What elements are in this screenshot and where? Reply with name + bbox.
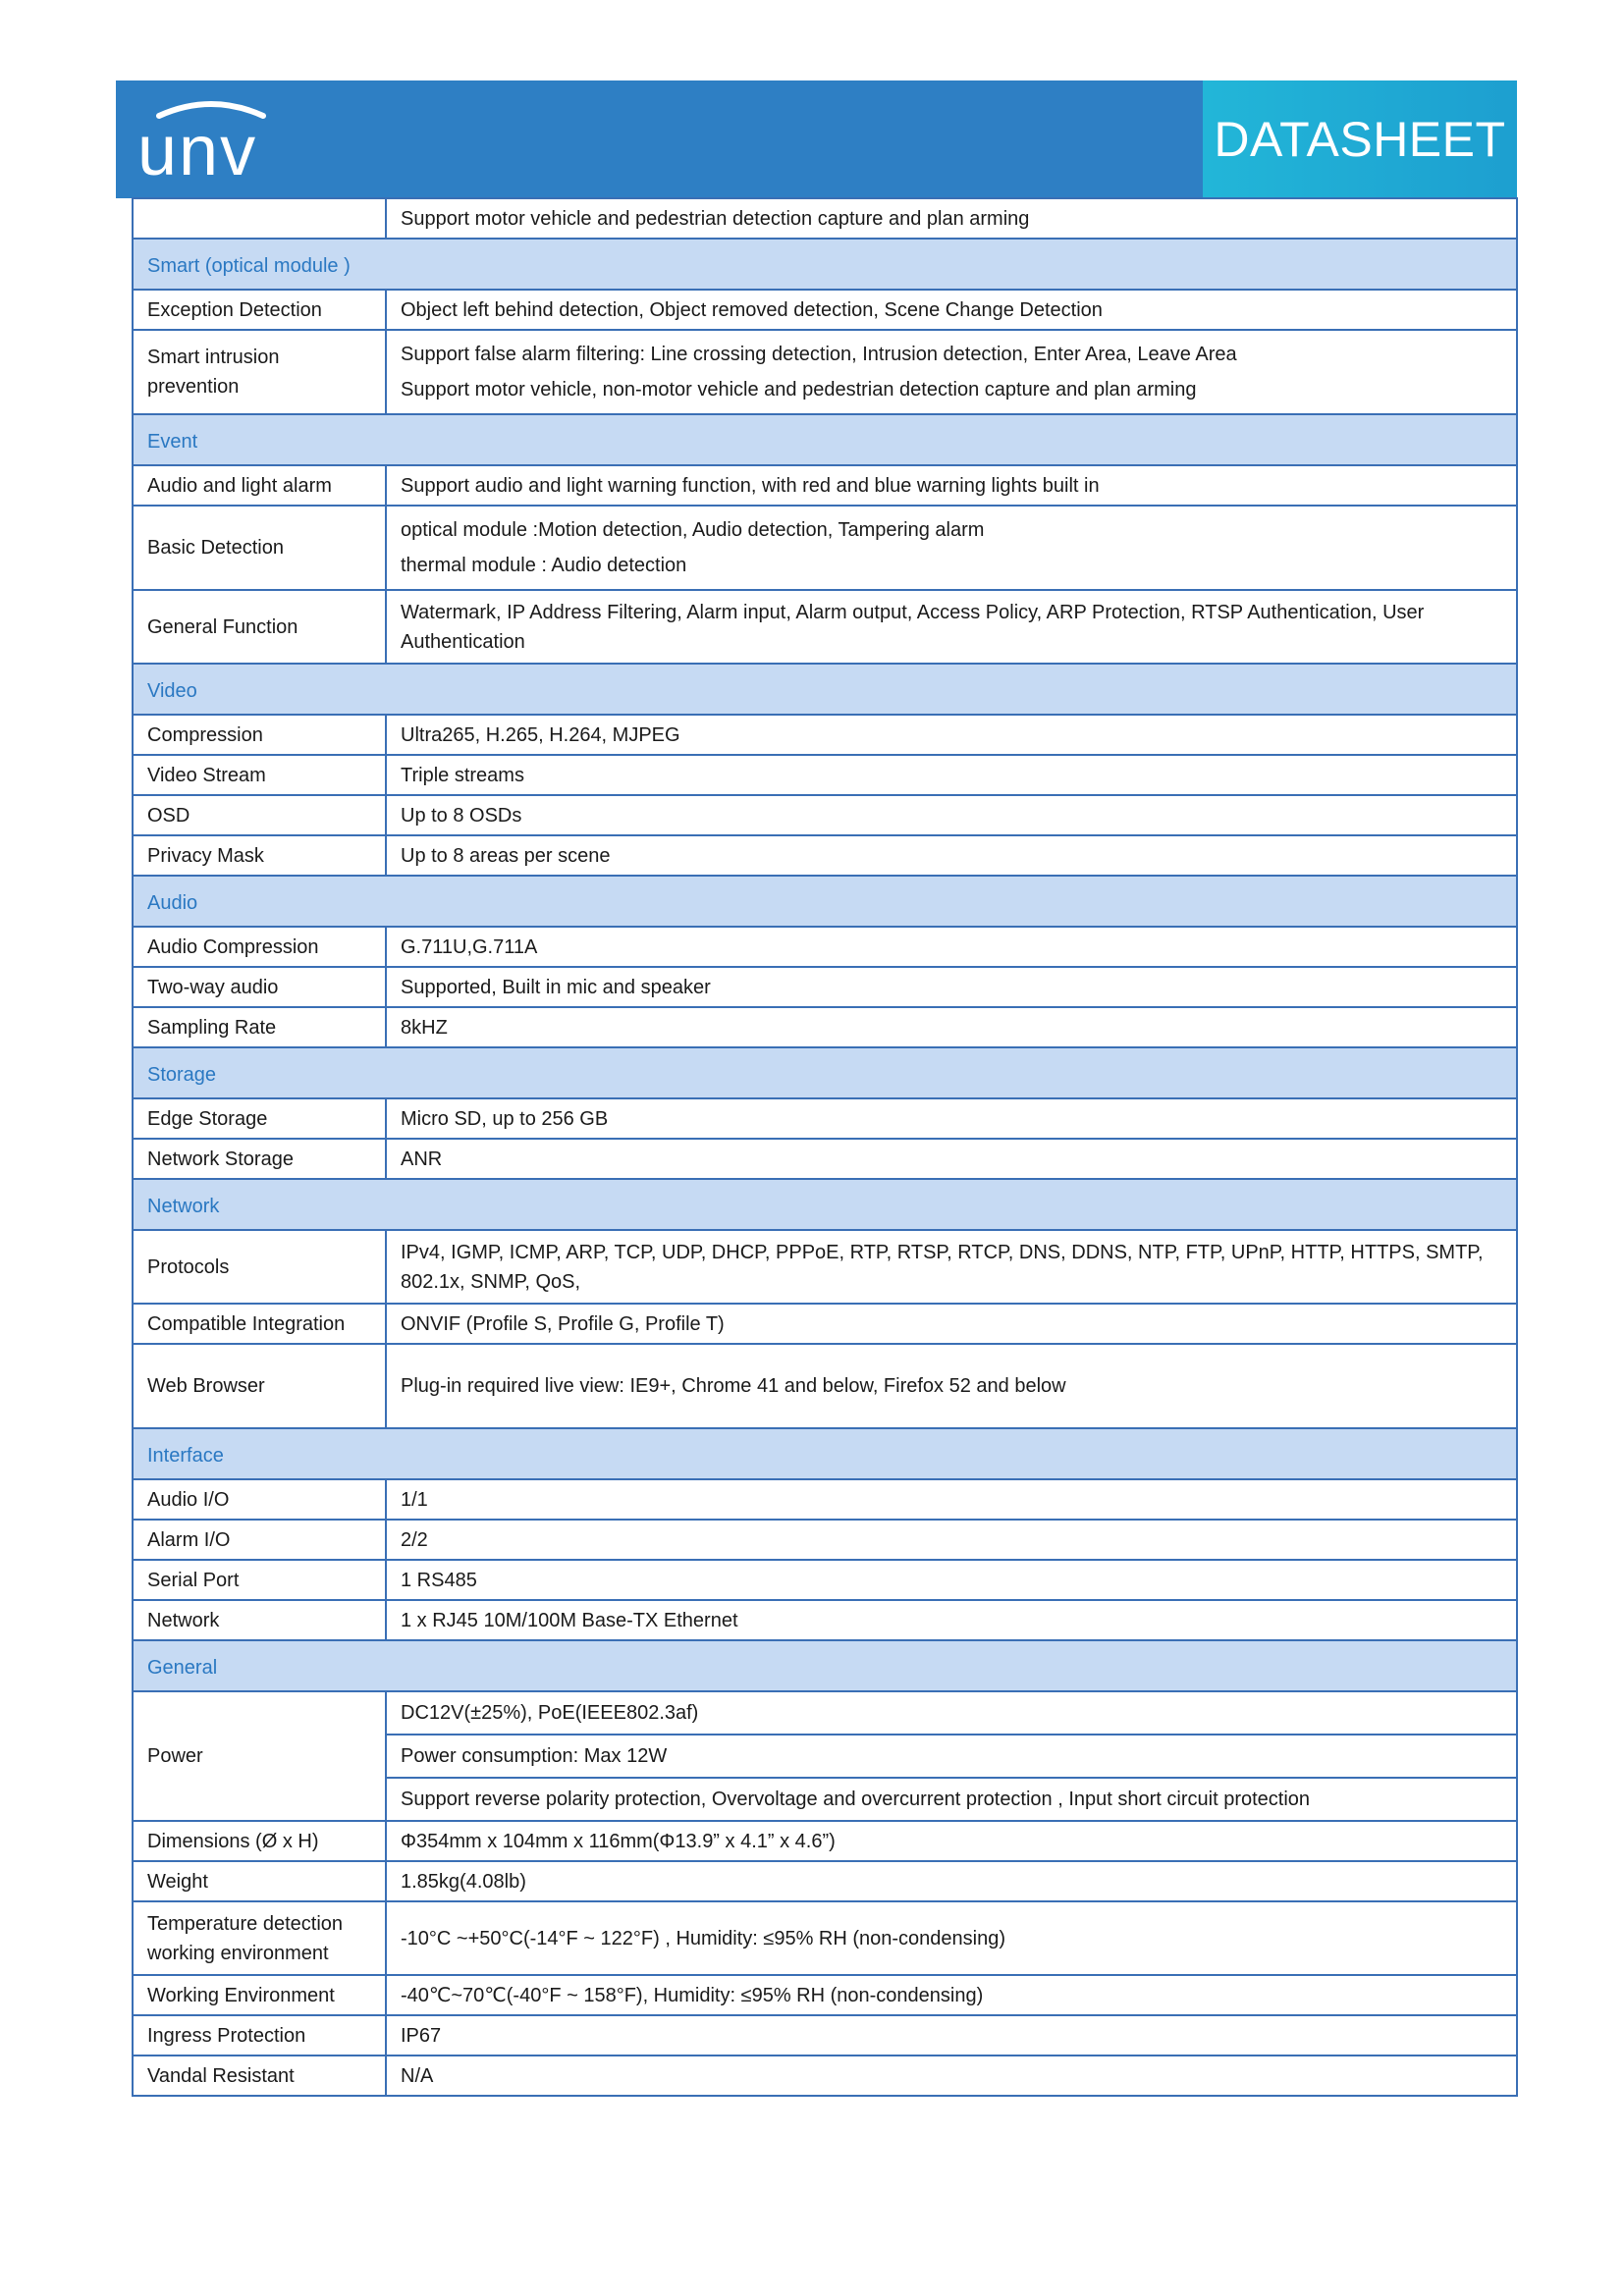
spec-value-line: DC12V(±25%), PoE(IEEE802.3af) [387, 1692, 1516, 1735]
section-title: Network [133, 1179, 1517, 1230]
spec-label: Ingress Protection [133, 2015, 386, 2056]
table-row [133, 835, 1517, 876]
page-header [116, 80, 1517, 198]
section-header-storage [133, 1047, 1517, 1098]
table-row [133, 1007, 1517, 1047]
spec-value: 2/2 [386, 1520, 1517, 1560]
table-row [133, 2015, 1517, 2056]
section-title: Event [133, 414, 1517, 465]
table-row [133, 1560, 1517, 1600]
spec-label: Temperature detection working environment [133, 1901, 386, 1975]
spec-value: -10°C ~+50°C(-14°F ~ 122°F) , Humidity: ≤95% RH (non-condensing) [386, 1901, 1517, 1975]
spec-value: 1.85kg(4.08lb) [386, 1861, 1517, 1901]
spec-value: Support motor vehicle and pedestrian detection capture and plan arming [386, 198, 1517, 239]
spec-value: ONVIF (Profile S, Profile G, Profile T) [386, 1304, 1517, 1344]
section-title: General [133, 1640, 1517, 1691]
spec-label: Network Storage [133, 1139, 386, 1179]
table-row [133, 1304, 1517, 1344]
spec-value-line: thermal module : Audio detection [401, 555, 687, 576]
section-title: Interface [133, 1428, 1517, 1479]
table-row [133, 1901, 1517, 1975]
spec-value: Object left behind detection, Object removed detection, Scene Change Detection [386, 290, 1517, 330]
table-row [133, 927, 1517, 967]
spec-label: Alarm I/O [133, 1520, 386, 1560]
unv-logo [137, 98, 295, 187]
spec-value-line: Support false alarm filtering: Line crossing detection, Intrusion detection, Enter Area, Leave Area [401, 344, 1237, 365]
spec-value: Φ354mm x 104mm x 116mm(Φ13.9” x 4.1” x 4.6”) [386, 1821, 1517, 1861]
table-row [133, 1139, 1517, 1179]
spec-label: Privacy Mask [133, 835, 386, 876]
spec-value: G.711U,G.711A [386, 927, 1517, 967]
section-header-event [133, 414, 1517, 465]
spec-label: Protocols [133, 1230, 386, 1304]
spec-label: Basic Detection [133, 506, 386, 590]
section-header-interface [133, 1428, 1517, 1479]
spec-label: Compression [133, 715, 386, 755]
table-row [133, 506, 1517, 590]
spec-label: Sampling Rate [133, 1007, 386, 1047]
spec-label: Smart intrusion prevention [133, 330, 386, 414]
table-row [133, 1520, 1517, 1560]
spec-value: -40℃~70℃(-40°F ~ 158°F), Humidity: ≤95% RH (non-condensing) [386, 1975, 1517, 2015]
table-row [133, 1821, 1517, 1861]
spec-label: Two-way audio [133, 967, 386, 1007]
table-row [133, 330, 1517, 414]
table-row [133, 1230, 1517, 1304]
spec-label: General Function [133, 590, 386, 664]
datasheet-title: DATASHEET [1203, 80, 1517, 198]
spec-value: IP67 [386, 2015, 1517, 2056]
spec-value [386, 330, 1517, 414]
spec-label: Vandal Resistant [133, 2056, 386, 2096]
table-row [133, 795, 1517, 835]
spec-value: ANR [386, 1139, 1517, 1179]
table-row [133, 1344, 1517, 1428]
spec-label: Audio and light alarm [133, 465, 386, 506]
table-row [133, 715, 1517, 755]
spec-value: Support audio and light warning function, with red and blue warning lights built in [386, 465, 1517, 506]
spec-label: Weight [133, 1861, 386, 1901]
table-row [133, 290, 1517, 330]
spec-value-line: Power consumption: Max 12W [387, 1735, 1516, 1779]
spec-label: Working Environment [133, 1975, 386, 2015]
spec-value: Triple streams [386, 755, 1517, 795]
spec-label: Network [133, 1600, 386, 1640]
spec-value: IPv4, IGMP, ICMP, ARP, TCP, UDP, DHCP, PPPoE, RTP, RTSP, RTCP, DNS, DDNS, NTP, FTP, UPnP, HTTP, HTTPS, SMTP, 802.1x, SNMP, QoS, [386, 1230, 1517, 1304]
spec-label: Serial Port [133, 1560, 386, 1600]
spec-value: Supported, Built in mic and speaker [386, 967, 1517, 1007]
table-row [133, 465, 1517, 506]
spec-value [386, 506, 1517, 590]
table-row [133, 590, 1517, 664]
spec-label: Power [133, 1691, 386, 1821]
table-row [133, 1600, 1517, 1640]
spec-value: Up to 8 OSDs [386, 795, 1517, 835]
spec-label: Video Stream [133, 755, 386, 795]
spec-label: Dimensions (Ø x H) [133, 1821, 386, 1861]
spec-value: 1 x RJ45 10M/100M Base-TX Ethernet [386, 1600, 1517, 1640]
spec-value-line: Support reverse polarity protection, Overvoltage and overcurrent protection , Input short circuit protection [401, 1789, 1311, 1810]
spec-label: Audio I/O [133, 1479, 386, 1520]
section-header-audio [133, 876, 1517, 927]
spec-value-line: optical module :Motion detection, Audio detection, Tampering alarm [401, 519, 985, 541]
spec-value [386, 1691, 1517, 1821]
spec-value: 8kHZ [386, 1007, 1517, 1047]
spec-label: Audio Compression [133, 927, 386, 967]
spec-label: Web Browser [133, 1344, 386, 1428]
svg-text:unv: unv [137, 112, 258, 187]
spec-value: 1 RS485 [386, 1560, 1517, 1600]
spec-value: Ultra265, H.265, H.264, MJPEG [386, 715, 1517, 755]
spec-label [133, 198, 386, 239]
table-row [133, 1479, 1517, 1520]
section-header-smart [133, 239, 1517, 290]
spec-label: Edge Storage [133, 1098, 386, 1139]
table-row [133, 2056, 1517, 2096]
spec-label: Exception Detection [133, 290, 386, 330]
table-row [133, 1975, 1517, 2015]
table-row [133, 755, 1517, 795]
spec-value: Micro SD, up to 256 GB [386, 1098, 1517, 1139]
spec-value: N/A [386, 2056, 1517, 2096]
section-title: Video [133, 664, 1517, 715]
table-row [133, 1098, 1517, 1139]
section-title: Storage [133, 1047, 1517, 1098]
section-header-general [133, 1640, 1517, 1691]
spec-value: Plug-in required live view: IE9+, Chrome 41 and below, Firefox 52 and below [386, 1344, 1517, 1428]
table-row [133, 198, 1517, 239]
section-header-network [133, 1179, 1517, 1230]
spec-value: Watermark, IP Address Filtering, Alarm input, Alarm output, Access Policy, ARP Protection, RTSP Authentication, User Authentication [386, 590, 1517, 664]
table-row [133, 967, 1517, 1007]
section-header-video [133, 664, 1517, 715]
spec-label: OSD [133, 795, 386, 835]
spec-label: Compatible Integration [133, 1304, 386, 1344]
section-title: Audio [133, 876, 1517, 927]
section-title: Smart (optical module ) [133, 239, 1517, 290]
spec-value: Up to 8 areas per scene [386, 835, 1517, 876]
spec-value: 1/1 [386, 1479, 1517, 1520]
table-row [133, 1861, 1517, 1901]
spec-table [132, 197, 1518, 2097]
table-row [133, 1691, 1517, 1821]
spec-value-line: Support motor vehicle, non-motor vehicle and pedestrian detection capture and plan arming [401, 379, 1197, 400]
